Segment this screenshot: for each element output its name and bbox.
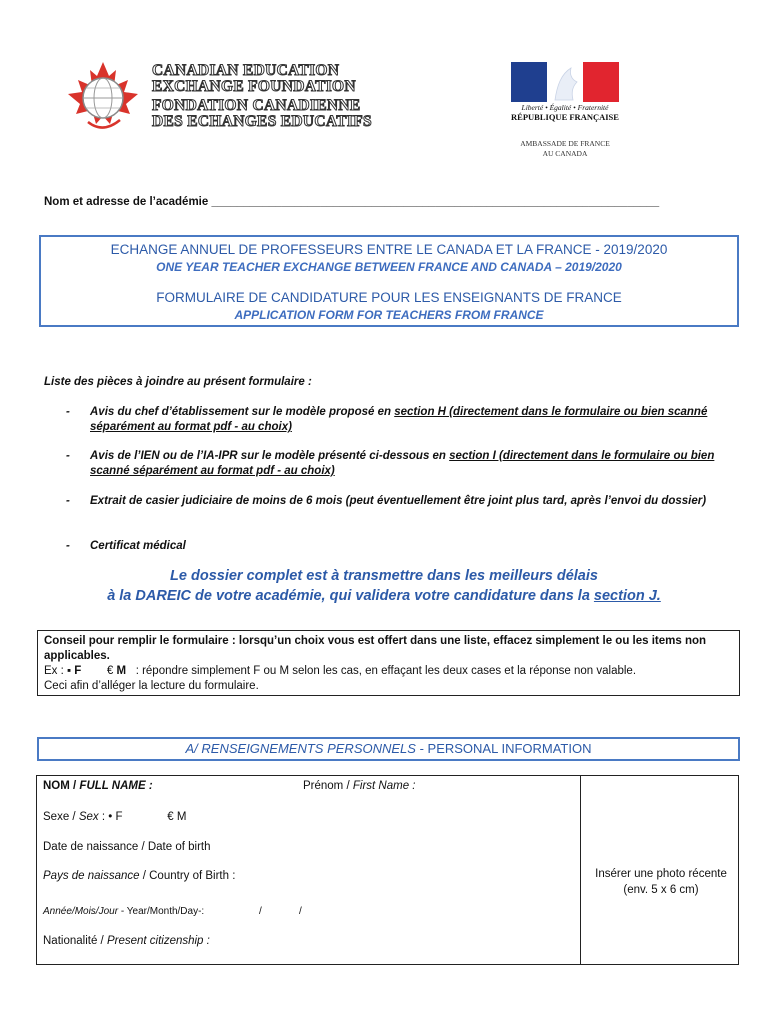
title-en: ONE YEAR TEACHER EXCHANGE BETWEEN FRANCE AND CANADA – 2019/2020 — [156, 260, 622, 274]
sexe-f: F — [115, 811, 123, 823]
item-text: Avis du chef d’établissement sur le modèle proposé en — [90, 406, 395, 418]
sexe-colon: : — [98, 811, 109, 823]
ceef-wordmark — [152, 63, 372, 130]
euro-box-icon: € — [167, 811, 174, 823]
section-a-subtitle: - PERSONAL INFORMATION — [415, 741, 592, 756]
conseil-box — [37, 630, 740, 696]
prenom-label: Prénom / — [303, 780, 353, 792]
nom-label-en: FULL NAME : — [79, 780, 153, 792]
prenom-label-en: First Name : — [352, 780, 416, 792]
form-title-fr: FORMULAIRE DE CANDIDATURE POUR LES ENSEIGNANTS DE FRANCE — [156, 290, 622, 305]
dossier-line: Le dossier complet est à transmettre dans les meilleurs délais — [170, 568, 598, 584]
item-text: Certificat médical — [90, 540, 186, 552]
item-text: Extrait de casier judiciaire de moins de 6 mois (peut éventuellement être joint plus tard, après l’envoi du dossier) — [90, 495, 707, 507]
conseil-text: Conseil pour remplir le formulaire : lorsqu’un choix vous est offert dans une liste, effacez simplement le ou les items non applicables. — [44, 635, 707, 662]
nom-label: NOM / — [43, 780, 80, 792]
nationalite-field[interactable] — [43, 935, 210, 947]
sexe-field — [43, 811, 186, 823]
list-dash: - — [66, 540, 70, 552]
pays-field[interactable] — [43, 870, 235, 882]
conseil-line: Ceci afin d’alléger la lecture du formulaire. — [44, 680, 259, 692]
dossier-notice — [44, 566, 724, 606]
conseil-example — [44, 664, 733, 679]
title-box — [39, 235, 739, 327]
date-naissance-field[interactable]: Date de naissance / Date of birth — [43, 841, 211, 853]
bullet-icon: ▪ — [67, 665, 72, 677]
nationalite-label: Nationalité / — [43, 935, 107, 947]
list-dash: - — [66, 406, 70, 418]
nationalite-label-en: Present citizenship : — [106, 935, 210, 947]
pieces-title: Liste des pièces à joindre au présent formulaire : — [44, 376, 312, 388]
rf-name: RÉPUBLIQUE FRANÇAISE — [511, 112, 619, 122]
section-a-title: A/ RENSEIGNEMENTS PERSONNELS — [185, 741, 416, 756]
ceef-line: DES ECHANGES EDUCATIFS — [152, 113, 372, 130]
prenom-field[interactable] — [303, 780, 415, 792]
section-h-link: section H (directement dans le formulaire ou bien scanné séparément au format pdf - au choix) — [90, 406, 708, 433]
ceef-line: CANADIAN EDUCATION — [152, 62, 340, 79]
list-dash: - — [66, 450, 70, 462]
bullet-icon: • — [108, 811, 113, 823]
ceef-line: EXCHANGE FOUNDATION — [152, 78, 356, 95]
example-label: Ex : — [44, 665, 68, 677]
dossier-line: à la DAREIC de votre académie, qui validera votre candidature dans la — [107, 588, 594, 604]
date-slash: / — [299, 906, 302, 917]
ceef-logo — [58, 58, 372, 138]
item-text: Avis de l’IEN ou de l’IA-IPR sur le modèle présenté ci-dessous en — [90, 450, 450, 462]
personal-info-form — [36, 775, 739, 965]
republique-francaise-logo — [505, 62, 625, 177]
photo-line: Insérer une photo récente — [595, 868, 727, 880]
marianne-flag-icon — [511, 62, 619, 102]
ambassade-line: AMBASSADE DE FRANCE — [520, 139, 610, 148]
example-text: : répondre simplement F ou M selon les cas, en effaçant les deux cases et la réponse non valable. — [135, 665, 637, 677]
photo-divider — [580, 776, 581, 964]
ymd-label-en: - Year/Month/Day-: — [118, 906, 205, 917]
section-i-link: section I (directement dans le formulaire ou bien scanné séparément au format pdf - au choix) — [90, 450, 715, 477]
ceef-line: FONDATION CANADIENNE — [152, 97, 361, 114]
ymd-label: Année/Mois/Jour — [43, 906, 119, 917]
ambassade-line: AU CANADA — [542, 149, 588, 158]
photo-line: (env. 5 x 6 cm) — [623, 884, 699, 896]
example-f: F — [74, 665, 82, 677]
maple-globe-icon — [58, 58, 148, 138]
pays-label: Pays de naissance — [43, 870, 140, 882]
nom-field[interactable] — [43, 780, 153, 792]
section-j-link: section J. — [593, 588, 661, 604]
form-title-en: APPLICATION FORM FOR TEACHERS FROM FRANCE — [234, 308, 544, 322]
photo-placeholder[interactable] — [582, 866, 740, 898]
academie-field[interactable]: Nom et adresse de l’académie ______________________________________________________________________ — [44, 196, 660, 208]
option-m[interactable] — [167, 811, 186, 823]
rf-motto: Liberté • Égalité • Fraternité — [521, 103, 609, 112]
list-dash: - — [66, 495, 70, 507]
ymd-field[interactable] — [43, 906, 204, 917]
sexe-m: M — [176, 811, 187, 823]
section-a-header — [37, 737, 740, 761]
sexe-label: Sexe / — [43, 811, 79, 823]
title-fr: ECHANGE ANNUEL DE PROFESSEURS ENTRE LE CANADA ET LA FRANCE - 2019/2020 — [110, 242, 668, 257]
euro-box-icon: € — [106, 665, 114, 677]
ambassade-label — [505, 139, 625, 159]
pays-label-en: / Country of Birth : — [139, 870, 236, 882]
sexe-label-en: Sex — [78, 811, 99, 823]
example-m: M — [116, 665, 127, 677]
option-f[interactable] — [108, 811, 122, 823]
date-slash: / — [259, 906, 262, 917]
